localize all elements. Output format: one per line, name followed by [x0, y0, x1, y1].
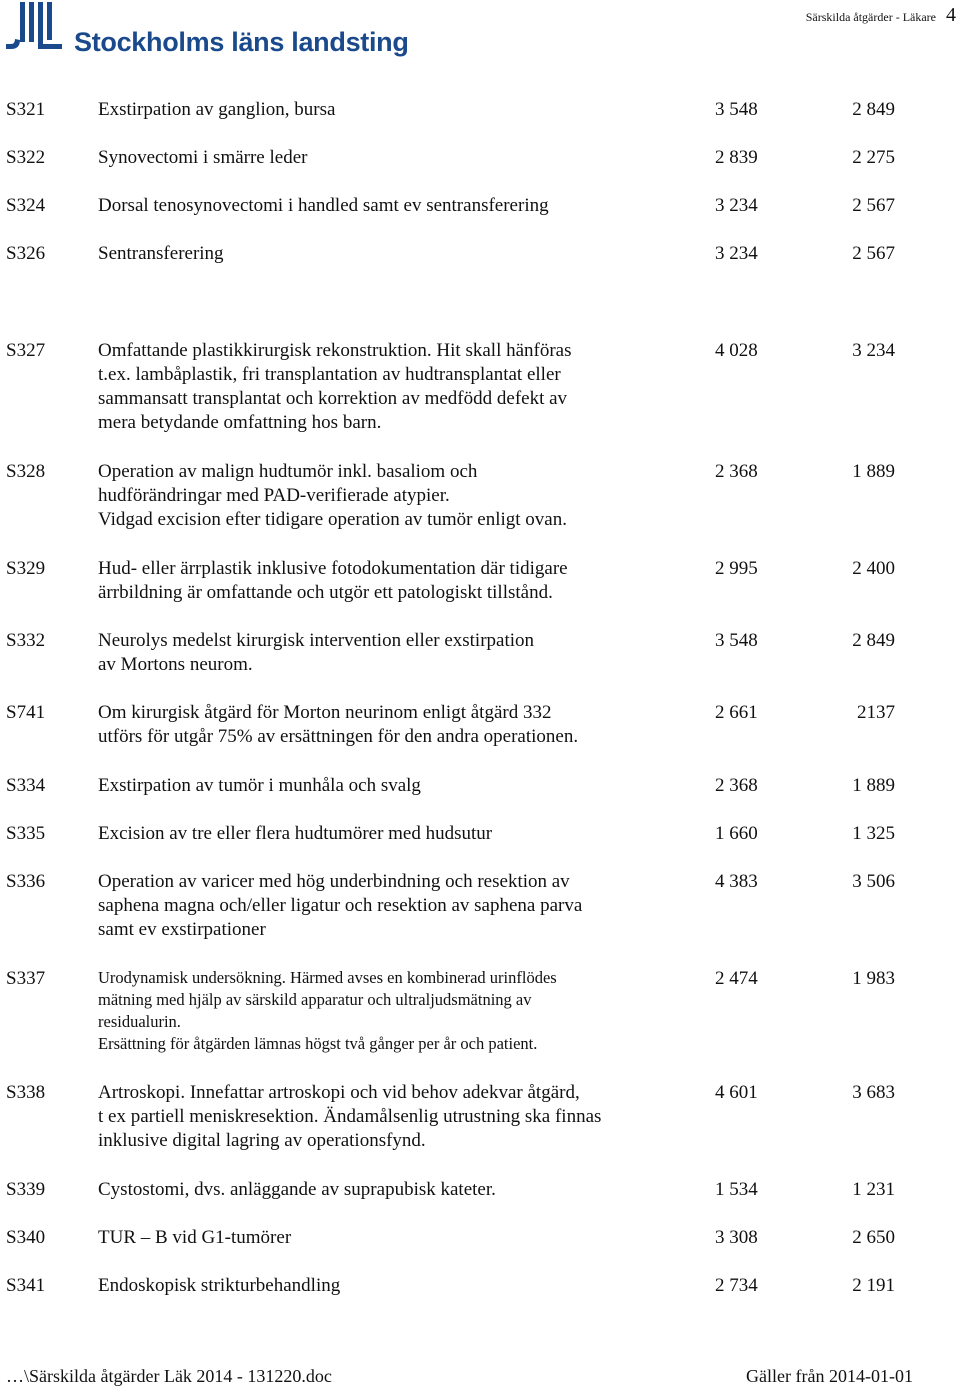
description-line: t.ex. lambåplastik, fri transplantation av hudtransplantat eller	[98, 364, 561, 385]
procedure-description	[98, 822, 688, 846]
procedure-code: S335	[6, 823, 46, 844]
procedure-description	[98, 1274, 688, 1298]
procedure-description	[98, 870, 688, 942]
price-value-1: 3 308	[715, 1227, 758, 1248]
description-line: Vidgad excision efter tidigare operation av tumör enligt ovan.	[98, 509, 567, 530]
procedure-code: S339	[6, 1179, 46, 1200]
org-name: Stockholms läns landsting	[74, 27, 409, 57]
price-value-2: 1 325	[852, 823, 895, 844]
procedure-description	[98, 1226, 688, 1250]
procedure-code: S322	[6, 147, 46, 168]
procedure-description	[98, 701, 688, 749]
price-value-1: 3 234	[715, 195, 758, 216]
description-line: sammansatt transplantat och korrektion av medfödd defekt av	[98, 388, 568, 409]
price-value-2: 1 889	[852, 461, 895, 482]
price-value-1: 4 383	[715, 871, 758, 892]
price-value-1: 3 548	[715, 630, 758, 651]
price-value-1: 2 474	[715, 968, 758, 989]
header-right	[806, 4, 956, 27]
description-line: av Mortons neurom.	[98, 654, 253, 675]
description-line: Artroskopi. Innefattar artroskopi och vid behov adekvar åtgärd,	[98, 1082, 580, 1103]
description-line: Exstirpation av ganglion, bursa	[98, 99, 336, 120]
procedure-description	[98, 242, 688, 266]
price-value-1: 3 234	[715, 243, 758, 264]
procedure-description	[98, 557, 688, 605]
price-value-1: 1 660	[715, 823, 758, 844]
price-value-2: 2 567	[852, 195, 895, 216]
price-value-2: 2 567	[852, 243, 895, 264]
description-line: Excision av tre eller flera hudtumörer med hudsutur	[98, 823, 493, 844]
footer-file-path: …\Särskilda åtgärder Läk 2014 - 131220.doc	[6, 1366, 332, 1386]
price-value-2: 3 234	[852, 340, 895, 361]
price-value-2: 2 400	[852, 558, 895, 579]
price-value-2: 2 849	[852, 99, 895, 120]
description-line: Omfattande plastikkirurgisk rekonstruktion. Hit skall hänföras	[98, 340, 572, 361]
procedure-code: S338	[6, 1082, 46, 1103]
price-value-1: 4 601	[715, 1082, 758, 1103]
description-line: mätning med hjälp av särskild apparatur och ultraljudsmätning av	[98, 990, 532, 1009]
description-line: Neurolys medelst kirurgisk intervention eller exstirpation	[98, 630, 535, 651]
description-line: TUR – B vid G1-tumörer	[98, 1227, 292, 1248]
description-line: ärrbildning är omfattande och utgör ett patologiskt tillstånd.	[98, 582, 553, 603]
procedure-code: S337	[6, 968, 46, 989]
description-line: Cystostomi, dvs. anläggande av suprapubisk kateter.	[98, 1179, 496, 1200]
procedure-code: S334	[6, 775, 46, 796]
description-line: Dorsal tenosynovectomi i handled samt ev sentransferering	[98, 195, 549, 216]
price-value-2: 2 849	[852, 630, 895, 651]
description-line: inklusive digital lagring av operationsfynd.	[98, 1130, 426, 1151]
procedure-description	[98, 460, 688, 532]
description-line: hudförändringar med PAD-verifierade atypier.	[98, 485, 450, 506]
description-line: Ersättning för åtgärden lämnas högst två gånger per år och patient.	[98, 1034, 538, 1053]
procedure-description	[98, 194, 688, 218]
price-value-2: 2 275	[852, 147, 895, 168]
price-value-2: 2 191	[852, 1275, 895, 1296]
price-value-2: 2137	[857, 702, 895, 723]
description-line: Operation av varicer med hög underbindning och resektion av	[98, 871, 570, 892]
procedure-code: S332	[6, 630, 46, 651]
price-value-1: 2 839	[715, 147, 758, 168]
description-line: mera betydande omfattning hos barn.	[98, 412, 382, 433]
procedure-description	[98, 967, 688, 1055]
procedure-code: S329	[6, 558, 46, 579]
description-line: Urodynamisk undersökning. Härmed avses en kombinerad urinflödes	[98, 968, 557, 987]
price-value-2: 1 231	[852, 1179, 895, 1200]
procedure-code: S741	[6, 702, 46, 723]
procedure-description	[98, 1081, 688, 1153]
description-line: samt ev exstirpationer	[98, 919, 266, 940]
price-value-1: 1 534	[715, 1179, 758, 1200]
description-line: Operation av malign hudtumör inkl. basaliom och	[98, 461, 478, 482]
sll-logo-icon	[6, 2, 64, 52]
procedure-description	[98, 339, 668, 435]
price-value-1: 2 734	[715, 1275, 758, 1296]
description-line: Exstirpation av tumör i munhåla och svalg	[98, 775, 421, 796]
procedure-description	[98, 146, 688, 170]
price-value-2: 2 650	[852, 1227, 895, 1248]
description-line: t ex partiell meniskresektion. Ändamålsenlig utrustning ska finnas	[98, 1106, 602, 1127]
procedure-code: S336	[6, 871, 46, 892]
price-value-1: 2 661	[715, 702, 758, 723]
procedure-code: S341	[6, 1275, 46, 1296]
footer-valid-from: Gäller från 2014-01-01	[746, 1366, 913, 1386]
procedure-description	[98, 629, 688, 677]
price-value-2: 3 683	[852, 1082, 895, 1103]
page-number: 4	[946, 4, 956, 26]
price-value-1: 2 995	[715, 558, 758, 579]
description-line: residualurin.	[98, 1012, 181, 1031]
org-logo	[6, 2, 409, 57]
price-value-2: 3 506	[852, 871, 895, 892]
procedure-description	[98, 774, 688, 798]
price-value-1: 3 548	[715, 99, 758, 120]
procedure-description	[98, 98, 688, 122]
procedure-description	[98, 1178, 688, 1202]
procedure-code: S340	[6, 1227, 46, 1248]
description-line: saphena magna och/eller ligatur och resektion av saphena parva	[98, 895, 583, 916]
price-value-2: 1 983	[852, 968, 895, 989]
description-line: utförs för utgår 75% av ersättningen för den andra operationen.	[98, 726, 579, 747]
price-value-1: 2 368	[715, 775, 758, 796]
procedure-code: S324	[6, 195, 46, 216]
price-value-1: 4 028	[715, 340, 758, 361]
description-line: Hud- eller ärrplastik inklusive fotodokumentation där tidigare	[98, 558, 568, 579]
description-line: Synovectomi i smärre leder	[98, 147, 308, 168]
procedure-code: S326	[6, 243, 46, 264]
procedure-code: S328	[6, 461, 46, 482]
price-value-1: 2 368	[715, 461, 758, 482]
description-line: Endoskopisk strikturbehandling	[98, 1275, 341, 1296]
procedure-code: S321	[6, 99, 46, 120]
document-title: Särskilda åtgärder - Läkare	[805, 10, 936, 24]
procedure-code: S327	[6, 340, 46, 361]
description-line: Sentransferering	[98, 243, 224, 264]
price-value-2: 1 889	[852, 775, 895, 796]
description-line: Om kirurgisk åtgärd för Morton neurinom enligt åtgärd 332	[98, 702, 552, 723]
